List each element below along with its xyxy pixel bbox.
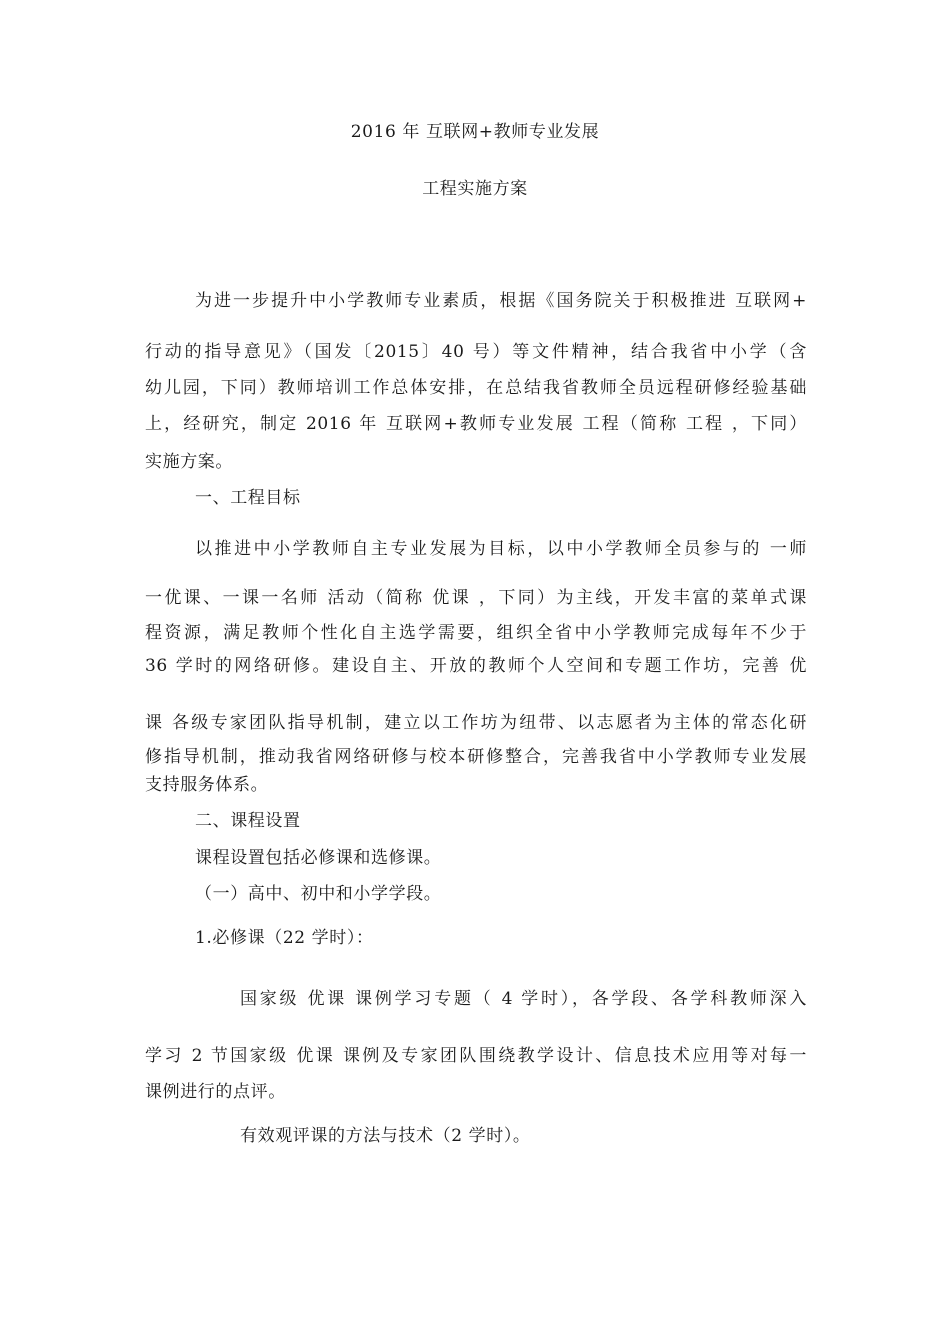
subsection1-heading: （一）高中、初中和小学学段。	[195, 884, 442, 904]
section1-line-4: 36 学时的网络研修。建设自主、开放的教师个人空间和专题工作坊，完善 优	[145, 656, 807, 676]
section2-heading: 二、课程设置	[195, 811, 301, 831]
section1-line-1: 以推进中小学教师自主专业发展为目标，以中小学教师全员参与的 一师	[195, 539, 807, 559]
section1-heading: 一、工程目标	[195, 488, 301, 508]
required-course-heading: 1.必修课（22 学时）：	[195, 928, 374, 948]
item1-line-2: 学习 2 节国家级 优课 课例及专家团队围绕教学设计、信息技术应用等对每一	[145, 1046, 807, 1066]
intro-line-4: 上，经研究，制定 2016 年 互联网+教师专业发展 工程（简称 工程 ，下同）	[145, 414, 807, 434]
section2-intro: 课程设置包括必修课和选修课。	[195, 848, 442, 868]
section1-line-3: 程资源，满足教师个性化自主选学需要，组织全省中小学教师完成每年不少于	[145, 623, 807, 643]
section1-line-2: 一优课、一课一名师 活动（简称 优课 ，下同）为主线，开发丰富的菜单式课	[145, 588, 807, 608]
section1-line-6: 修指导机制，推动我省网络研修与校本研修整合，完善我省中小学教师专业发展	[145, 747, 807, 767]
section1-line-7: 支持服务体系。	[145, 775, 269, 795]
intro-line-5: 实施方案。	[145, 452, 233, 472]
intro-line-2: 行动的指导意见》（国发〔2015〕40 号）等文件精神，结合我省中小学（含	[145, 342, 807, 362]
item1-line-1: 国家级 优课 课例学习专题（ 4 学时），各学段、各学科教师深入	[240, 989, 807, 1009]
document-title: 2016 年 互联网+教师专业发展	[350, 122, 600, 142]
item2-line: 有效观评课的方法与技术（2 学时）。	[240, 1126, 531, 1146]
document-subtitle: 工程实施方案	[422, 179, 528, 199]
intro-line-1: 为进一步提升中小学教师专业素质，根据《国务院关于积极推进 互联网+	[195, 291, 807, 311]
section1-line-5: 课 各级专家团队指导机制，建立以工作坊为纽带、以志愿者为主体的常态化研	[145, 713, 807, 733]
intro-line-3: 幼儿园，下同）教师培训工作总体安排，在总结我省教师全员远程研修经验基础	[145, 378, 807, 398]
item1-line-3: 课例进行的点评。	[145, 1082, 286, 1102]
